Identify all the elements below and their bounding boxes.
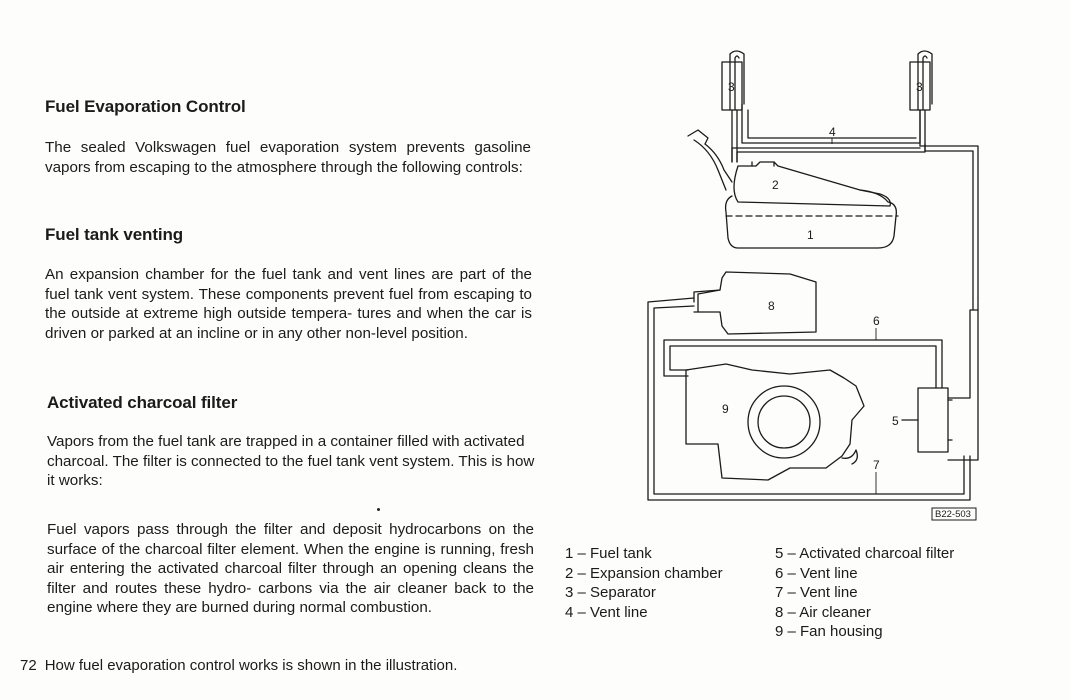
- tank-venting-paragraph: An expansion chamber for the fuel tank and vent lines are part of the fuel tank vent system. These components prevent fuel from escaping to the outside at extreme high outside tempera- tures and when the car is driven or parked at an incline or in any other non-level position.: [45, 266, 532, 342]
- figure-ref-code: B22-503: [935, 509, 971, 520]
- vent-line-air-cleaner-loop: [648, 298, 970, 500]
- legend-item: 9 – Fan housing: [775, 623, 883, 641]
- page-number: 72: [20, 657, 37, 674]
- intro-paragraph: The sealed Volkswagen fuel evaporation system prevents gasoline vapors from escaping to the atmosphere through the following controls:: [45, 139, 531, 176]
- legend-item: 5 – Activated charcoal filter: [775, 545, 955, 562]
- page-footer: [20, 657, 457, 674]
- callout-separator-right: 3: [916, 80, 923, 94]
- charcoal-filter-paragraph-1: Vapors from the fuel tank are trapped in a container filled with activated charcoal. The filter is connected to the fuel tank vent system. This is how it works:: [47, 433, 535, 489]
- callout-air-cleaner: 8: [768, 299, 775, 313]
- vent-line-4: [732, 104, 978, 310]
- air-cleaner: [694, 272, 816, 334]
- tank-venting-heading: Fuel tank venting: [45, 225, 184, 244]
- charcoal-filter-heading: Activated charcoal filter: [47, 393, 238, 412]
- callout-vent-line-top: 4: [829, 125, 836, 139]
- legend-item: 1 – Fuel tank: [565, 545, 652, 562]
- charcoal-filter-paragraph-2: Fuel vapors pass through the filter and deposit hydrocarbons on the surface of the charcoal filter element. When the engine is running, fresh air entering the activated charcoal filter through an opening cleans the filter and routes these hydro- carbons via the air cleaner back to the engine where they are burned during normal combustion.: [47, 521, 534, 616]
- section-title: Fuel Evaporation Control: [45, 97, 246, 116]
- callout-separator-left: 3: [728, 80, 735, 94]
- fuel-evaporation-diagram: [560, 40, 1070, 530]
- legend-right: [775, 544, 954, 642]
- callout-fan-housing: 9: [722, 402, 729, 416]
- vent-line-6: [664, 340, 942, 388]
- legend-item: 7 – Vent line: [775, 584, 858, 602]
- callout-expansion-chamber: 2: [772, 178, 779, 192]
- legend-item: 6 – Vent line: [775, 564, 858, 582]
- filler-neck: [688, 130, 732, 190]
- callout-charcoal-filter: 5: [892, 414, 899, 428]
- fan-housing: [686, 364, 864, 480]
- callout-vent-line-7: 7: [873, 458, 880, 472]
- separator-right: [910, 51, 932, 151]
- callout-vent-line-6: 6: [873, 314, 880, 328]
- stray-dot: [377, 508, 380, 511]
- legend-item: 3 – Separator: [565, 584, 656, 602]
- legend-item: 8 – Air cleaner: [775, 603, 871, 621]
- legend-item: 4 – Vent line: [565, 603, 648, 621]
- expansion-chamber: [734, 162, 890, 206]
- legend-left: [565, 544, 723, 622]
- callout-fuel-tank: 1: [807, 228, 814, 242]
- charcoal-filter: [902, 310, 978, 460]
- footer-text: How fuel evaporation control works is shown in the illustration.: [44, 657, 458, 674]
- separator-left: [722, 51, 744, 162]
- legend-item: 2 – Expansion chamber: [565, 564, 723, 582]
